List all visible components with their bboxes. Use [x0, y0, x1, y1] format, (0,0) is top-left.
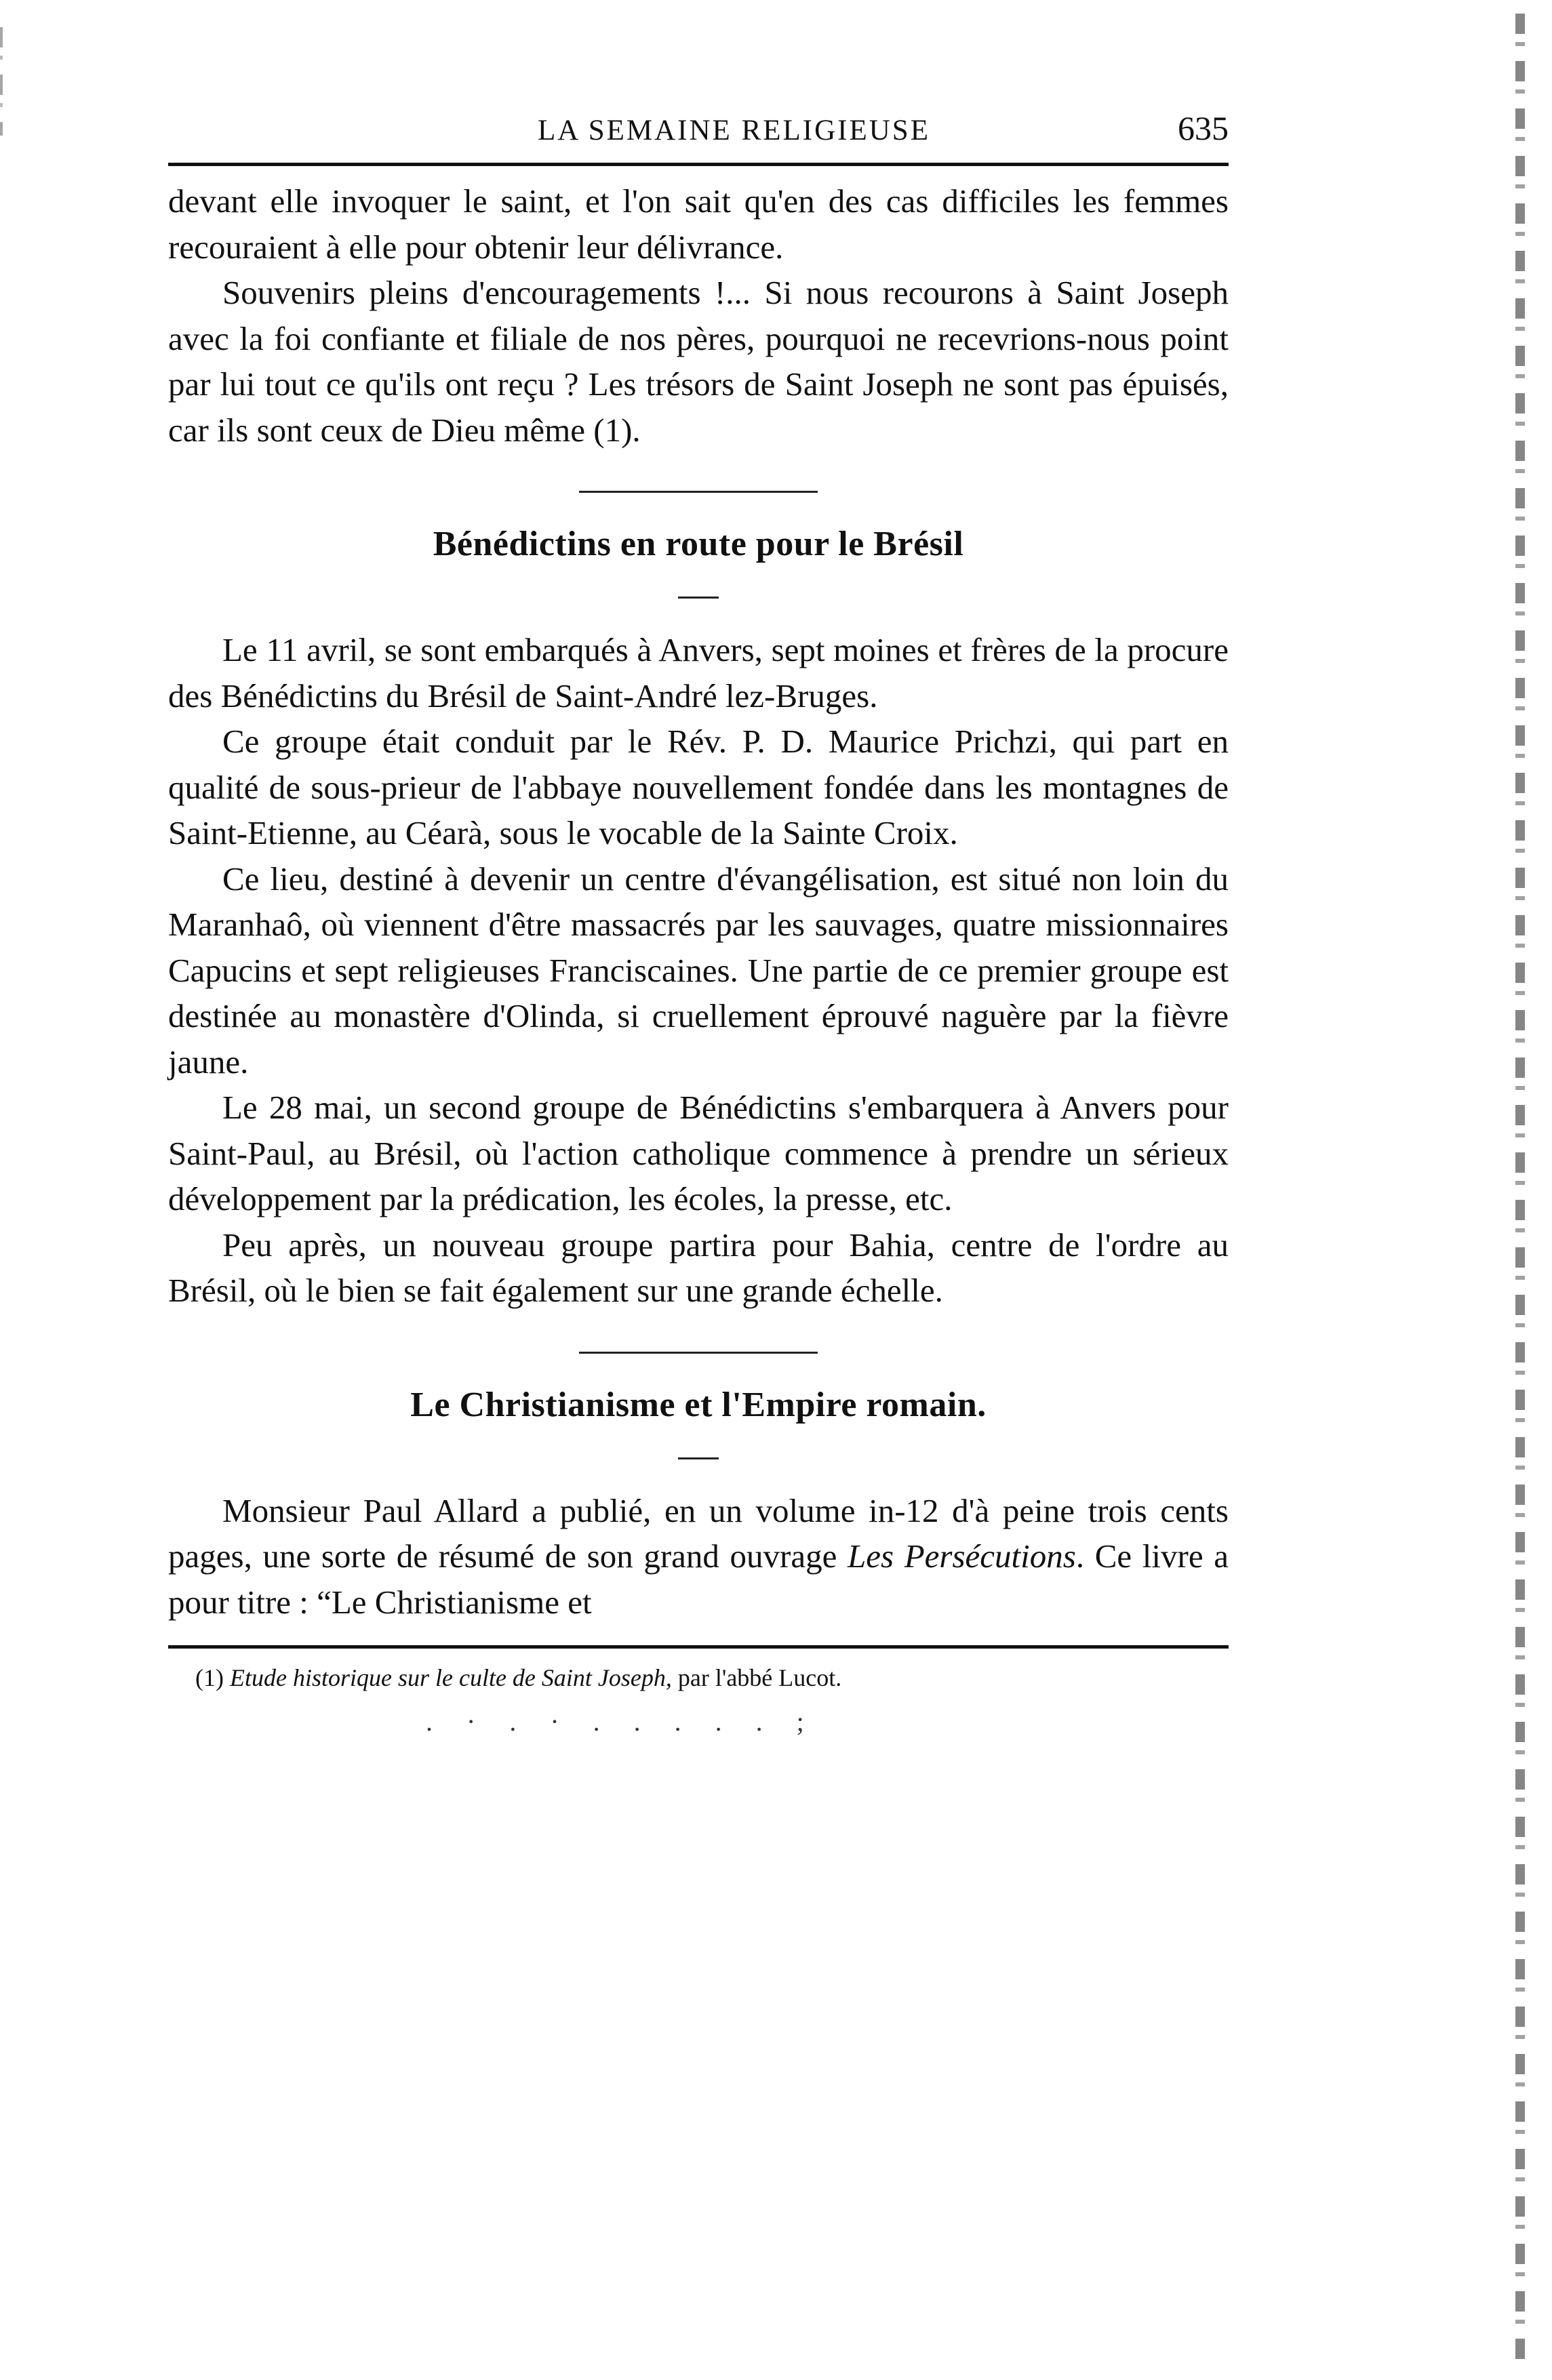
print-specks: . · . · . . . . . ; [426, 1706, 818, 1737]
running-header [168, 108, 1229, 166]
paragraph: Ce groupe était conduit par le Rév. P. D. Maurice Prichzi, qui part en qualité de sous-prieur de l'abbaye nouvellement fondée dans les montagnes de Saint-Etienne, au Céarà, sous le vocable de la Sainte Croix. [168, 723, 1229, 851]
section-christianisme-body [168, 1488, 1229, 1626]
section-heading-christianisme: Le Christianisme et l'Empire romain. [410, 1385, 987, 1424]
section-heading-benedictins: Bénédictins en route pour le Brésil [433, 525, 964, 563]
text-column [168, 108, 1229, 1737]
intro-block [168, 178, 1229, 453]
intro-paragraph-1: devant elle invoquer le saint, et l'on sait qu'en des cas difficiles les femmes recouraient à elle pour obtenir leur délivrance. [168, 182, 1229, 266]
footnote-author: par l'abbé Lucot. [677, 1664, 842, 1691]
paragraph: Le 28 mai, un second groupe de Bénédictins s'embarquera à Anvers pour Saint-Paul, au Brésil, où l'action catholique commence à prendre un sérieux développement par la prédication, les écoles, la presse, etc. [168, 1089, 1229, 1217]
paragraph: Le 11 avril, se sont embarqués à Anvers, sept moines et frères de la procure des Bénédictins du Brésil de Saint-André lez-Bruges. [168, 631, 1229, 714]
footnote [168, 1663, 1229, 1692]
book-title: Les Persécutions [848, 1537, 1076, 1575]
footnote-title: Etude historique sur le culte de Saint Joseph, [229, 1664, 672, 1691]
running-title: LA SEMAINE RELIGIEUSE [538, 115, 930, 146]
scan-edge-mark [1515, 14, 1525, 2359]
footnote-rule [168, 1645, 1229, 1649]
paragraph: Peu après, un nouveau groupe partira pour Bahia, centre de l'ordre au Brésil, où le bien se fait également sur une grande échelle. [168, 1226, 1229, 1309]
page-number: 635 [1178, 109, 1229, 147]
scan-edge-mark-left [0, 27, 3, 136]
paragraph-text: Monsieur Paul Allard a publié, en un volume in-12 d'à peine trois cents pages, une sorte de résumé de son grand ouvrage [168, 1491, 1229, 1575]
section-benedictins-body [168, 627, 1229, 1314]
footnote-marker: (1) [195, 1664, 224, 1691]
heading-dash [678, 597, 719, 599]
paragraph-text: . Ce livre a pour titre : “Le Christianisme et [168, 1537, 1229, 1621]
intro-paragraph-2: Souvenirs pleins d'encouragements !... Si nous recourons à Saint Joseph avec la foi confiante et filiale de nos pères, pourquoi ne recevrions-nous point par lui tout ce qu'ils ont reçu ? Les trésors de Saint Joseph ne sont pas épuisés, car ils sont ceux de Dieu même (1). [168, 274, 1229, 449]
section-separator-rule [579, 1352, 818, 1354]
section-separator-rule [579, 491, 818, 493]
heading-dash [678, 1457, 719, 1459]
paragraph [168, 1488, 1229, 1626]
paragraph: Ce lieu, destiné à devenir un centre d'évangélisation, est situé non loin du Maranhaô, où viennent d'être massacrés par les sauvages, quatre missionnaires Capucins et sept religieuses Franciscaines. Une partie de ce premier groupe est destinée au monastère d'Olinda, si cruellement éprouvé naguère par la fièvre jaune. [168, 860, 1229, 1081]
